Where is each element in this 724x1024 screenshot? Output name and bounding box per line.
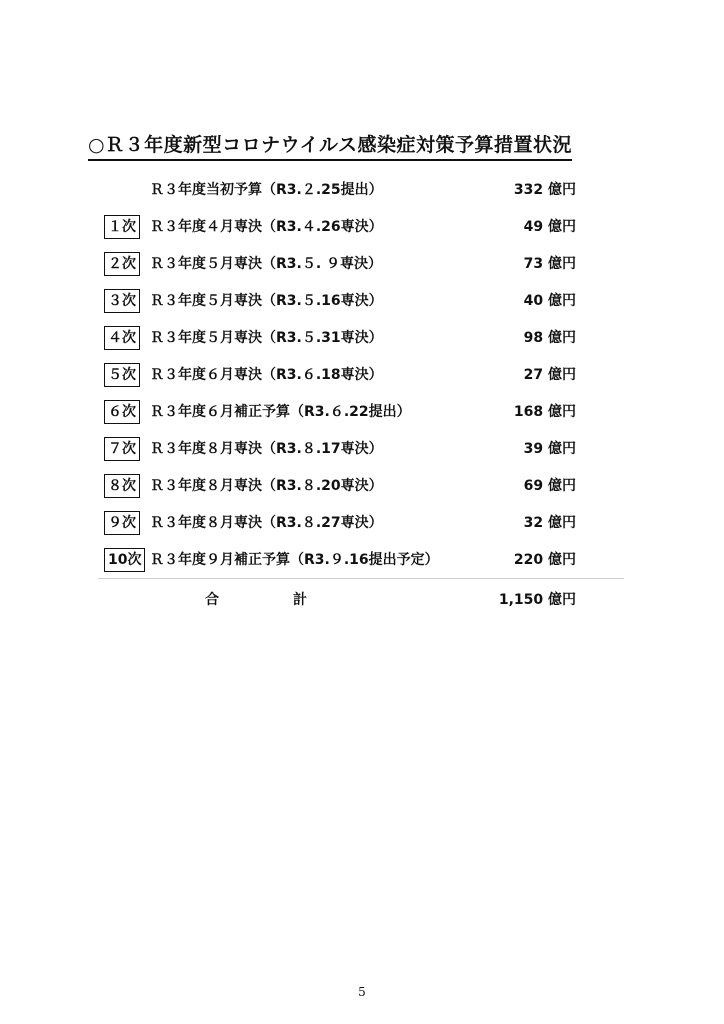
round-badge: ４次 [104,326,140,350]
budget-row [0,246,724,283]
budget-row-amount: 39 億円 [523,441,576,457]
budget-row-label: Ｒ３年度４月専決（R3.４.26専決） [150,219,383,235]
total-divider [98,578,624,579]
budget-row [0,209,724,246]
round-badge: １次 [104,215,140,239]
budget-row [0,357,724,394]
page-number: 5 [358,985,366,999]
round-badge: 10次 [104,548,145,572]
budget-row-amount: 69 億円 [523,478,576,494]
document-title: ○Ｒ３年度新型コロナウイルス感染症対策予算措置状況 [88,133,572,161]
round-badge: ３次 [104,289,140,313]
budget-row-amount: 27 億円 [523,367,576,383]
budget-row-amount: 49 億円 [523,219,576,235]
budget-row-amount: 73 億円 [523,256,576,272]
budget-row [0,505,724,542]
budget-row-amount: 40 億円 [523,293,576,309]
budget-row [0,468,724,505]
total-row [0,588,724,618]
budget-row-amount: 332 億円 [513,182,576,198]
round-badge: ２次 [104,252,140,276]
round-badge: ９次 [104,511,140,535]
round-badge: ８次 [104,474,140,498]
budget-row-amount: 32 億円 [523,515,576,531]
budget-list [0,172,724,579]
total-amount: 1,150 億円 [498,592,576,608]
round-badge: ７次 [104,437,140,461]
budget-row-amount: 220 億円 [513,552,576,568]
budget-row-amount: 98 億円 [523,330,576,346]
budget-row-label: Ｒ３年度５月専決（R3.５. ９専決） [150,256,383,272]
budget-row-label: Ｒ３年度５月専決（R3.５.16専決） [150,293,383,309]
budget-row-label: Ｒ３年度６月補正予算（R3.６.22提出） [150,404,411,420]
round-badge: ５次 [104,363,140,387]
budget-row-label: Ｒ３年度８月専決（R3.８.20専決） [150,478,383,494]
budget-row-label: Ｒ３年度当初予算（R3.２.25提出） [150,182,383,198]
budget-row-label: Ｒ３年度８月専決（R3.８.17専決） [150,441,383,457]
budget-row-label: Ｒ３年度８月専決（R3.８.27専決） [150,515,383,531]
total-label [205,588,307,612]
budget-row [0,320,724,357]
budget-row-initial [0,172,724,209]
budget-row [0,394,724,431]
budget-row-amount: 168 億円 [513,404,576,420]
budget-row-label: Ｒ３年度５月専決（R3.５.31専決） [150,330,383,346]
total-label-second: 計 [293,592,307,608]
budget-row [0,542,724,579]
total-label-first: 合 [205,592,219,608]
budget-row-label: Ｒ３年度９月補正予算（R3.９.16提出予定） [150,552,439,568]
budget-row-label: Ｒ３年度６月専決（R3.６.18専決） [150,367,383,383]
budget-row [0,283,724,320]
round-badge: ６次 [104,400,140,424]
budget-row [0,431,724,468]
